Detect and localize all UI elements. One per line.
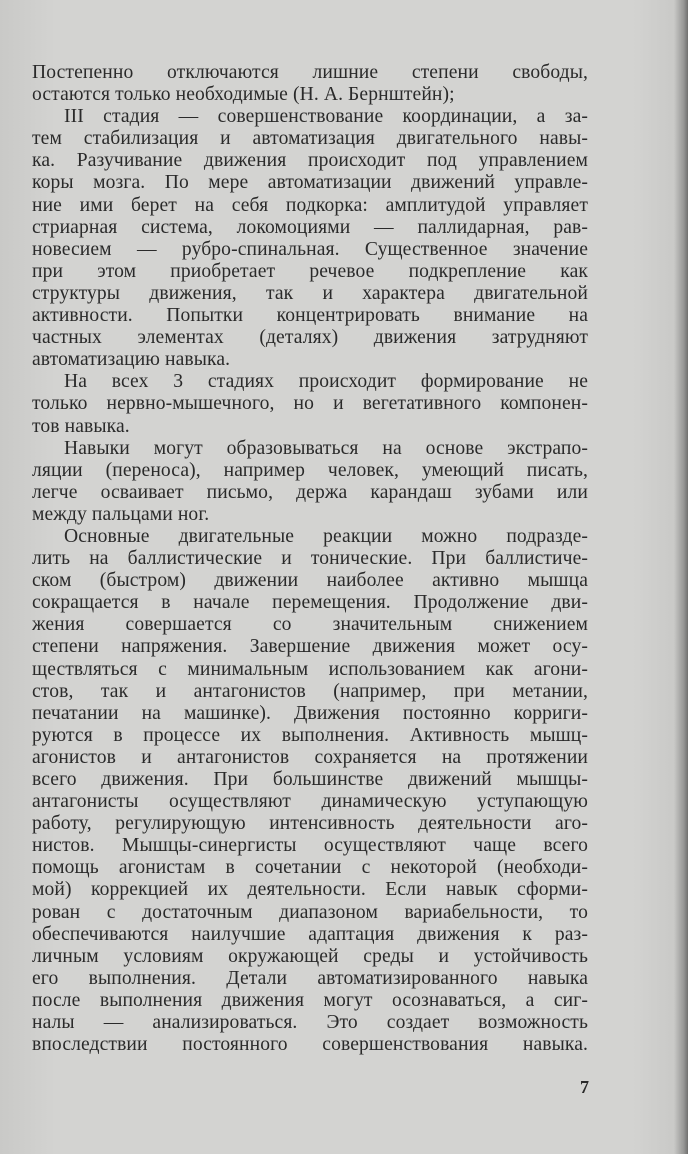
text-line: остаются только необходимые (Н. А. Бернштейн); <box>32 84 455 106</box>
text-line: ляции (переноса), например человек, умеющий писать, <box>32 459 588 481</box>
text-line: коры мозга. По мере автоматизации движений управле- <box>32 172 588 194</box>
text-line: тем стабилизация и автоматизация двигательного навы- <box>32 128 588 150</box>
text-line: его выполнения. Детали автоматизированного навыка <box>32 967 588 989</box>
text-line: только нервно-мышечного, но и вегетативного компонен- <box>32 393 588 415</box>
text-line: помощь агонистам в сочетании с некоторой (необходи- <box>32 857 588 879</box>
text-line: агонистов и антагонистов сохраняется на протяжении <box>32 746 588 768</box>
text-line: легче осваивает письмо, держа карандаш зубами или <box>32 481 588 503</box>
text-line: сокращается в начале перемещения. Продолжение дви- <box>32 592 588 614</box>
page-edge-shadow <box>674 0 688 1154</box>
text-line: автоматизацию навыка. <box>32 349 231 371</box>
text-line: после выполнения движения могут осознаваться, а сиг- <box>32 989 588 1011</box>
text-line: ка. Разучивание движения происходит под управлением <box>32 150 588 172</box>
text-line: степени напряжения. Завершение движения может осу- <box>32 636 588 658</box>
text-line: налы — анализироваться. Это создает возможность <box>32 1012 588 1034</box>
text-line: рован с достаточным диапазоном вариабельности, то <box>32 901 588 923</box>
page-number: 7 <box>580 1077 589 1097</box>
text-line: ние ими берет на себя подкорка: амплитудой управляет <box>32 194 588 216</box>
text-line: при этом приобретает речевое подкрепление как <box>32 260 588 282</box>
text-line: стриарная система, локомоциями — паллидарная, рав- <box>32 216 588 238</box>
text-line: печатании на машинке). Движения постоянно корриги- <box>32 702 588 724</box>
text-line: новесием — рубро-спинальная. Существенное значение <box>32 238 588 260</box>
text-line: лить на баллистические и тонические. При баллистиче- <box>32 548 588 570</box>
text-line: нистов. Мышцы-синергисты осуществляют чаще всего <box>32 835 588 857</box>
text-line: Навыки могут образовываться на основе экстрапо- <box>64 437 588 459</box>
text-line: III стадия — совершенствование координации, а за- <box>64 106 588 128</box>
text-line: жения совершается со значительным снижением <box>32 614 588 636</box>
text-line: работу, регулирующую интенсивность деятельности аго- <box>32 813 588 835</box>
text-line: активности. Попытки концентрировать внимание на <box>32 305 588 327</box>
text-line: Постепенно отключаются лишние степени свободы, <box>32 62 588 83</box>
text-line: ском (быстром) движении наиболее активно мышца <box>32 570 588 592</box>
text-line: частных элементах (деталях) движения затрудняют <box>32 327 588 349</box>
text-line: стов, так и антагонистов (например, при метании, <box>32 680 588 702</box>
text-line: обеспечиваются наилучшие адаптация движения к раз- <box>32 923 588 945</box>
body-text <box>32 62 588 1056</box>
text-line: На всех 3 стадиях происходит формирование не <box>64 371 588 393</box>
text-line: впоследствии постоянного совершенствования навыка. <box>32 1034 588 1056</box>
text-line: между пальцами ног. <box>32 503 210 525</box>
text-line: личным условиям окружающей среды и устойчивость <box>32 945 588 967</box>
text-line: структуры движения, так и характера двигательной <box>32 282 588 304</box>
text-line: всего движения. При большинстве движений мышцы- <box>32 769 588 790</box>
text-line: мой) коррекцией их деятельности. Если навык сформи- <box>32 879 588 901</box>
text-line: ществляться с минимальным использованием как агони- <box>32 658 588 680</box>
text-line: руются в процессе их выполнения. Активность мышц- <box>32 724 588 746</box>
text-line: антагонисты осуществляют динамическую уступающую <box>32 791 588 813</box>
text-line: Основные двигательные реакции можно подразде- <box>64 525 588 547</box>
text-line: тов навыка. <box>32 415 130 437</box>
